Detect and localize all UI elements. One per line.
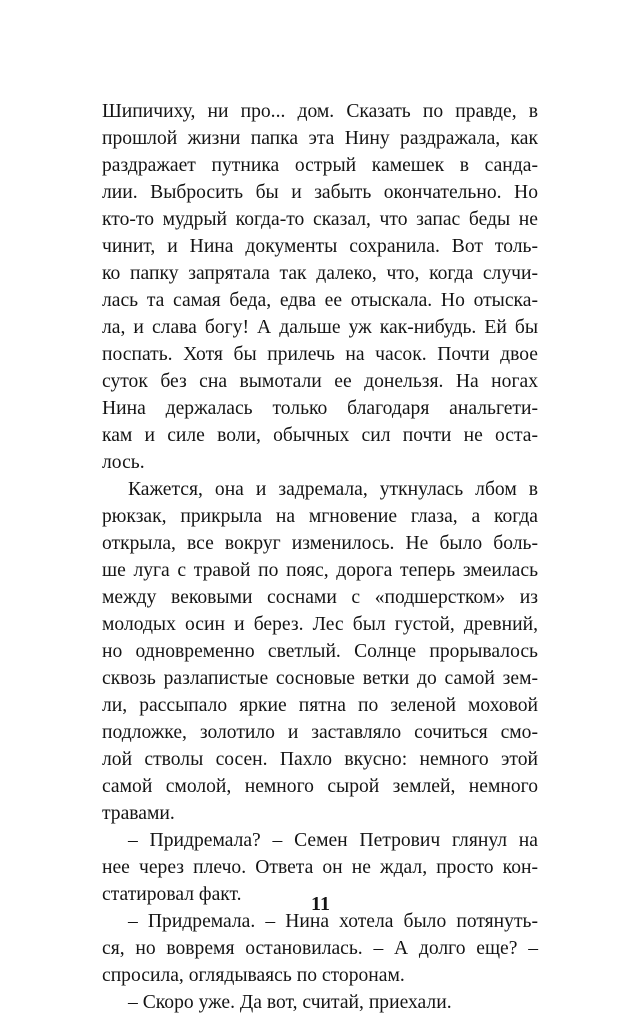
text-line: между вековыми соснами с «подшерстком» из bbox=[102, 587, 538, 608]
text-line: прошлой жизни папка эта Нину раздражала, как bbox=[102, 128, 538, 149]
text-line: нее через плечо. Ответа он не ждал, просто кон- bbox=[102, 857, 538, 878]
text-line: лась та самая беда, едва ее отыскала. Но отыска- bbox=[102, 290, 538, 311]
text-line: ла, и слава богу! А дальше уж как-нибудь. Ей бы bbox=[102, 317, 538, 338]
text-line: лой стволы сосен. Пахло вкусно: немного этой bbox=[102, 749, 538, 770]
text-line: открыла, все вокруг изменилось. Не было боль- bbox=[102, 533, 538, 554]
text-line: но одновременно светлый. Солнце прорывалось bbox=[102, 641, 538, 662]
text-line: поспать. Хотя бы прилечь на часок. Почти двое bbox=[102, 344, 538, 365]
dialogue-line-start: – Придремала. – Нина хотела было потянуть- bbox=[128, 911, 538, 932]
text-line: чинит, и Нина документы сохранила. Вот толь- bbox=[102, 236, 538, 257]
text-line: Шипичиху, ни про... дом. Сказать по правде, в bbox=[102, 101, 538, 122]
text-line: ко папку запрятала так далеко, что, когда случи- bbox=[102, 263, 538, 284]
dialogue-line-start: – Скоро уже. Да вот, считай, приехали. bbox=[128, 992, 452, 1013]
text-line-paragraph-end: травами. bbox=[102, 803, 175, 824]
text-line: сквозь разлапистые сосновые ветки до самой зем- bbox=[102, 668, 538, 689]
text-line: ли, рассыпало яркие пятна по зеленой моховой bbox=[102, 695, 538, 716]
text-line: раздражает путника острый камешек в санда- bbox=[102, 155, 538, 176]
text-line: ше луга с травой по пояс, дорога теперь змеилась bbox=[102, 560, 538, 581]
text-line: Нина держалась только благодаря анальгети- bbox=[102, 398, 538, 419]
text-line: ся, но вовремя остановилась. – А долго еще? – bbox=[102, 938, 538, 959]
text-line-paragraph-end: лось. bbox=[102, 452, 145, 473]
text-line: суток без сна вымотали ее донельзя. На ногах bbox=[102, 371, 538, 392]
page-number: 11 bbox=[311, 893, 330, 915]
text-line: кто-то мудрый когда-то сказал, что запас беды не bbox=[102, 209, 538, 230]
text-line: рюкзак, прикрыла на мгновение глаза, а когда bbox=[102, 506, 538, 527]
text-line: кам и силе воли, обычных сил почти не оста- bbox=[102, 425, 538, 446]
text-line-paragraph-end: статировал факт. bbox=[102, 884, 242, 905]
text-line-paragraph-end: спросила, оглядываясь по сторонам. bbox=[102, 965, 405, 986]
text-line-paragraph-start: Кажется, она и задремала, уткнулась лбом в bbox=[128, 479, 538, 500]
text-line: подложке, золотило и заставляло сочиться смо- bbox=[102, 722, 538, 743]
dialogue-line-start: – Придремала? – Семен Петрович глянул на bbox=[128, 830, 538, 851]
text-line: самой смолой, немного сырой землей, немного bbox=[102, 776, 538, 797]
text-line: молодых осин и берез. Лес был густой, древний, bbox=[102, 614, 538, 635]
text-line: лии. Выбросить бы и забыть окончательно. Но bbox=[102, 182, 538, 203]
body-text bbox=[102, 98, 538, 1016]
